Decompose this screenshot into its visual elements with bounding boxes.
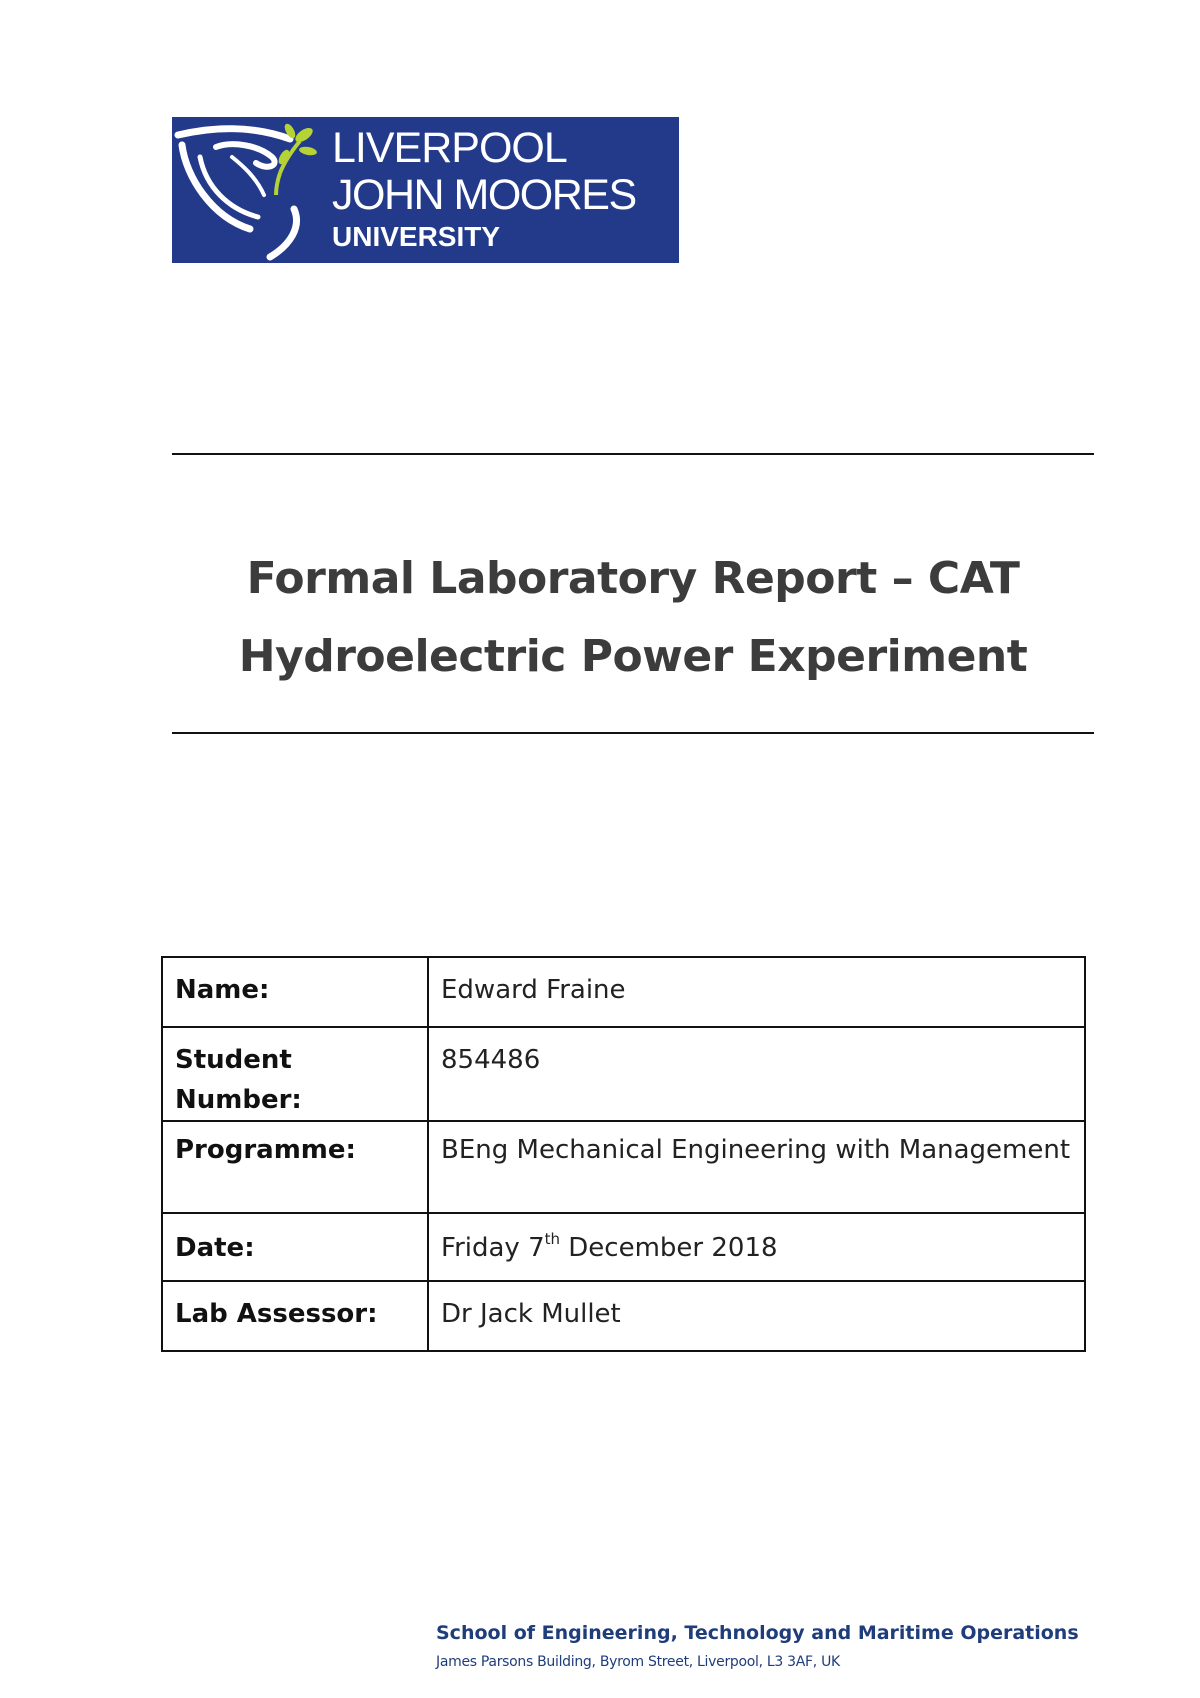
table-row	[162, 1281, 1085, 1351]
student-number-value: 854486	[428, 1027, 1085, 1121]
table-row	[162, 1213, 1085, 1281]
report-title-line1: Formal Laboratory Report – CAT	[246, 553, 1020, 604]
date-value	[428, 1213, 1085, 1281]
report-title-line2: Hydroelectric Power Experiment	[238, 631, 1028, 682]
date-label: Date:	[162, 1213, 428, 1281]
title-bottom-divider	[172, 732, 1094, 734]
programme-label: Programme:	[162, 1121, 428, 1213]
logo-text-line2: JOHN MOORES	[332, 171, 636, 219]
name-value: Edward Fraine	[428, 957, 1085, 1027]
name-label: Name:	[162, 957, 428, 1027]
table-row	[162, 1121, 1085, 1213]
university-logo	[172, 117, 679, 263]
assessor-value: Dr Jack Mullet	[428, 1281, 1085, 1351]
programme-value: BEng Mechanical Engineering with Management	[428, 1121, 1085, 1213]
student-info-table	[161, 956, 1086, 1352]
date-ordinal-suffix: th	[544, 1230, 560, 1248]
date-prefix: Friday 7	[441, 1233, 545, 1263]
liver-bird-icon	[172, 117, 332, 263]
logo-text-line1: LIVERPOOL	[332, 124, 567, 172]
date-rest: December 2018	[560, 1233, 778, 1263]
footer-address: James Parsons Building, Byrom Street, Liverpool, L3 3AF, UK	[436, 1654, 840, 1670]
table-row	[162, 957, 1085, 1027]
footer-school-name: School of Engineering, Technology and Maritime Operations	[436, 1622, 1079, 1644]
assessor-label: Lab Assessor:	[162, 1281, 428, 1351]
title-top-divider	[172, 453, 1094, 455]
logo-text-line3: UNIVERSITY	[332, 221, 501, 252]
student-number-label: Student Number:	[162, 1027, 428, 1121]
table-row	[162, 1027, 1085, 1121]
